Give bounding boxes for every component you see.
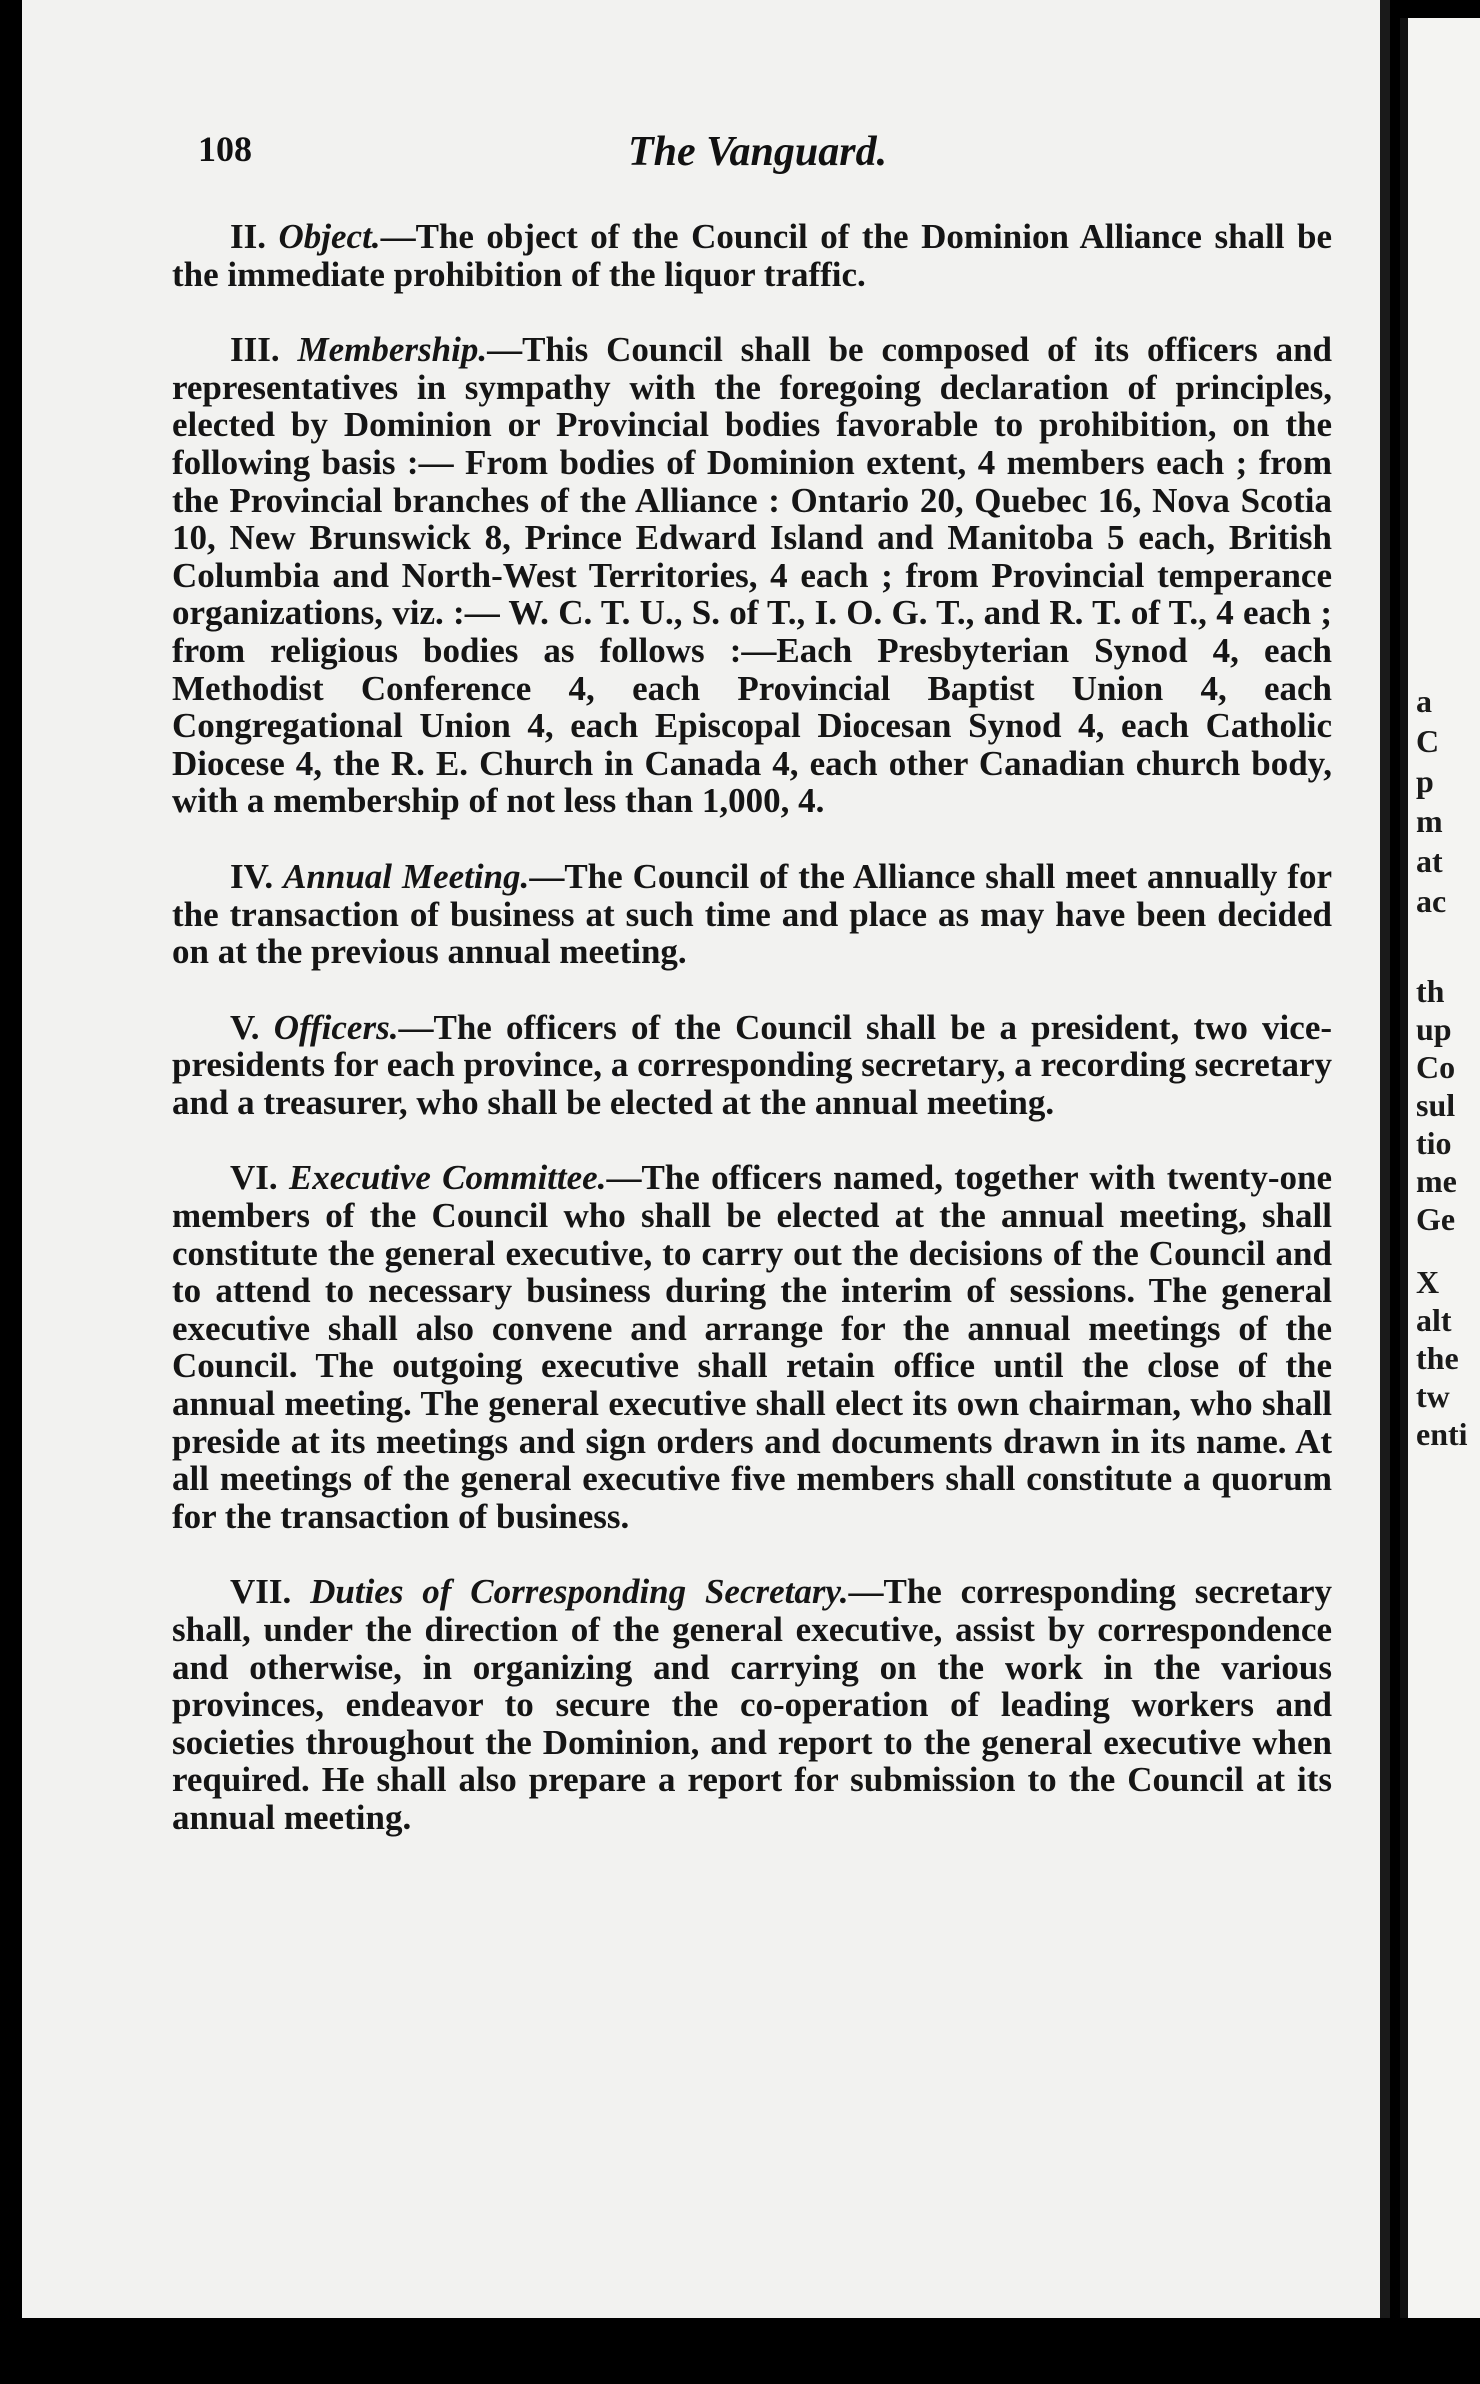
section-numeral: VII. [230,1572,292,1612]
facing-page-fragment: Ge [1416,1201,1456,1237]
section-text: —The officers of the Council shall be a president, two vice-presidents for each province, a corresponding secretary, a recording secretary and a treasurer, who shall be elected at the annual meeting. [172,1007,1333,1122]
section-membership [172,331,1332,820]
section-text: —The officers named, together with twenty-one members of the Council who shall be elected at the annual meeting, shall constitute the general executive, to carry out the decisions of the Council and to attend to necessary business during the interim of sessions. The general executive shall also convene and arrange for the annual meetings of the Council. The outgoing executive shall retain office until the close of the annual meeting. The general executive shall elect its own chairman, who shall preside at its meetings and sign orders and documents drawn in its name. At all meetings of the general executive five members shall constitute a quorum for the transaction of business. [172,1158,1332,1536]
facing-page-fragment: p [1416,763,1434,799]
facing-page-fragment: tio [1416,1125,1452,1161]
section-officers [172,1009,1332,1122]
facing-page-fragment: at [1416,843,1443,879]
facing-page-fragment: tw [1416,1378,1450,1414]
section-numeral: III. [230,330,280,370]
section-object [172,218,1332,293]
section-numeral: VI. [230,1158,278,1198]
section-executive-committee [172,1159,1332,1535]
left-page [22,0,1390,2318]
facing-page-fragment: Co [1416,1049,1456,1085]
page-number: 108 [198,129,252,169]
facing-page-edge [1400,18,1480,2318]
facing-page-fragment: m [1416,803,1443,839]
section-text: —The object of the Council of the Dominion Alliance shall be the immediate prohibition of the liquor traffic. [172,217,1333,294]
facing-page-fragment: sul [1416,1087,1456,1123]
scan-bottom-border [0,2318,1480,2384]
section-text: —The Council of the Alliance shall meet annually for the transaction of business at such time and place as may have been decided on at the previous annual meeting. [172,856,1332,972]
section-heading: Executive Committee. [288,1158,607,1198]
section-heading: Membership. [297,330,488,370]
section-corresponding-secretary [172,1573,1332,1836]
section-annual-meeting [172,858,1332,971]
facing-page-fragment: enti [1416,1416,1468,1452]
section-text: —The corresponding secretary shall, under the direction of the general executive, assist by correspondence and otherwise, in organizing and carrying on the work in the various provinces, endeavor to secure the co-operation of leading workers and societies throughout the Dominion, and report to the general executive when required. He shall also prepare a report for submission to the Council at its annual meeting. [172,1572,1333,1837]
section-numeral: V. [230,1007,260,1047]
page-body [172,218,1332,1875]
section-numeral: IV. [230,856,274,896]
running-title: The Vanguard. [628,129,888,175]
section-numeral: II. [230,217,266,256]
section-heading: Duties of Corresponding Secretary. [310,1572,849,1612]
facing-page-fragment: X [1416,1264,1440,1300]
section-heading: Officers. [273,1007,399,1047]
running-header [198,128,1328,184]
section-heading: Object. [278,217,381,256]
section-text: —This Council shall be composed of its officers and representatives in sympathy with the foregoing declaration of principles, elected by Dominion or Provincial bodies favorable to prohibition, on the following basis :— From bodies of Dominion extent, 4 members each ; from the Provincial branches of the Alliance : Ontario 20, Quebec 16, Nova Scotia 10, New Brunswick 8, Prince Edward Island and Manitoba 5 each, British Columbia and North-West Territories, 4 each ; from Provincial temperance organizations, viz. :— W. C. T. U., S. of T., I. O. G. T., and R. T. of T., 4 each ; from religious bodies as follows :—Each Presbyterian Synod 4, each Methodist Conference 4, each Provincial Baptist Union 4, each Congregational Union 4, each Episcopal Diocesan Synod 4, each Catholic Diocese 4, the R. E. Church in Canada 4, each other Canadian church body, with a membership of not less than 1,000, 4. [172,330,1333,821]
facing-page-fragment: ac [1416,883,1447,919]
section-heading: Annual Meeting. [283,856,530,896]
facing-page-fragment: me [1416,1163,1457,1199]
facing-page-fragment: alt [1416,1302,1452,1338]
facing-page-fragment: up [1416,1011,1452,1047]
facing-page-fragment: C [1416,723,1440,759]
facing-page-fragment: th [1416,973,1445,1009]
facing-page-fragment: the [1416,1340,1459,1376]
facing-page-fragment: a [1416,683,1432,719]
